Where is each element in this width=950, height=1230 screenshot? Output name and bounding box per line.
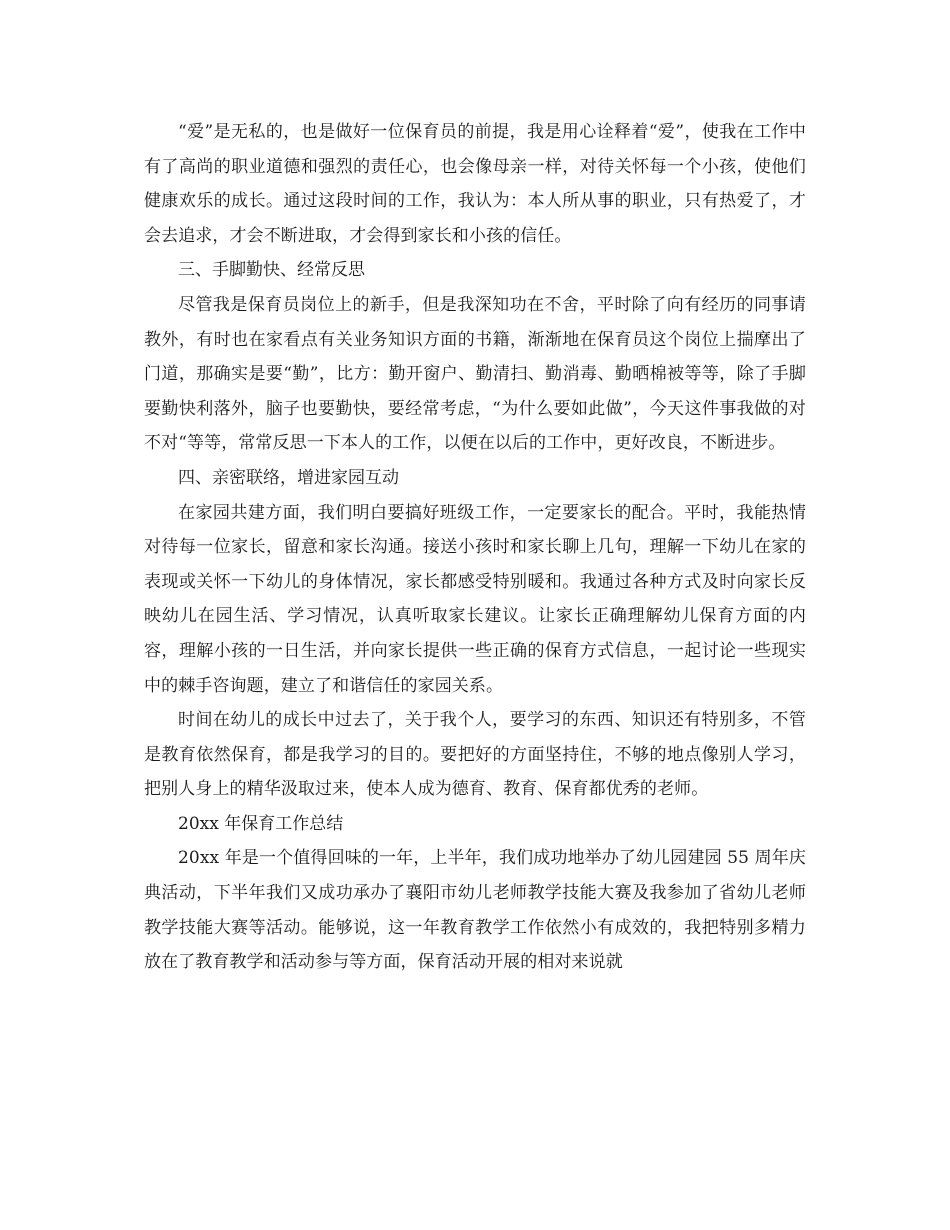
paragraph-conclusion: 时间在幼儿的成长中过去了，关于我个人，要学习的东西、知识还有特别多，不管是教育依然保育，都是我学习的目的。要把好的方面坚持住，不够的地点像别人学习，把别人身上的精华汲取过来，使本人成为德育、教育、保育都优秀的老师。: [144, 710, 806, 800]
paragraph-love: “爱”是无私的，也是做好一位保育员的前提，我是用心诠释着“爱”，使我在工作中有了高尚的职业道德和强烈的责任心，也会像母亲一样，对待关怀每一个小孩，使他们健康欢乐的成长。通过这段时间的工作，我认为：本人所从事的职业，只有热爱了，才会去追求，才会不断进取，才会得到家长和小孩的信任。: [144, 122, 806, 246]
summary-title: 20xx 年保育工作总结: [178, 813, 344, 834]
section-heading-four: 四、亲密联络，增进家园互动: [178, 467, 399, 488]
paragraph-home-school: 在家园共建方面，我们明白要搞好班级工作，一定要家长的配合。平时，我能热情对待每一位家长，留意和家长沟通。接送小孩时和家长聊上几句，理解一下幼儿在家的表现或关怀一下幼儿的身体情况，家长都感受特别暖和。我通过各种方式及时向家长反映幼儿在园生活、学习情况，认真听取家长建议。让家长正确理解幼儿保育方面的内容，理解小孩的一日生活，并向家长提供一些正确的保育方式信息，一起讨论一些现实中的棘手咨询题，建立了和谐信任的家园关系。: [144, 502, 806, 696]
section-heading-three: 三、手脚勤快、经常反思: [178, 260, 365, 281]
document-body: [144, 115, 806, 980]
paragraph-diligence: 尽管我是保育员岗位上的新手，但是我深知功在不舍，平时除了向有经历的同事请教外，有时也在家看点有关业务知识方面的书籍，渐渐地在保育员这个岗位上揣摩出了门道，那确实是要“勤”，比方：勤开窗户、勤清扫、勤消毒、勤晒棉被等等，除了手脚要勤快利落外，脑子也要勤快，要经常考虑，“为什么要如此做”，今天这件事我做的对不对“等等，常常反思一下本人的工作，以便在以后的工作中，更好改良，不断进步。: [144, 294, 806, 454]
paragraph-year-review: 20xx 年是一个值得回味的一年，上半年，我们成功地举办了幼儿园建园 55 周年庆典活动，下半年我们又成功承办了襄阳市幼儿老师教学技能大赛及我参加了省幼儿老师教学技能大赛等活动。能够说，这一年教育教学工作依然小有成效的，我把特别多精力放在了教育教学和活动参与等方面，保育活动开展的相对来说就: [144, 848, 806, 973]
